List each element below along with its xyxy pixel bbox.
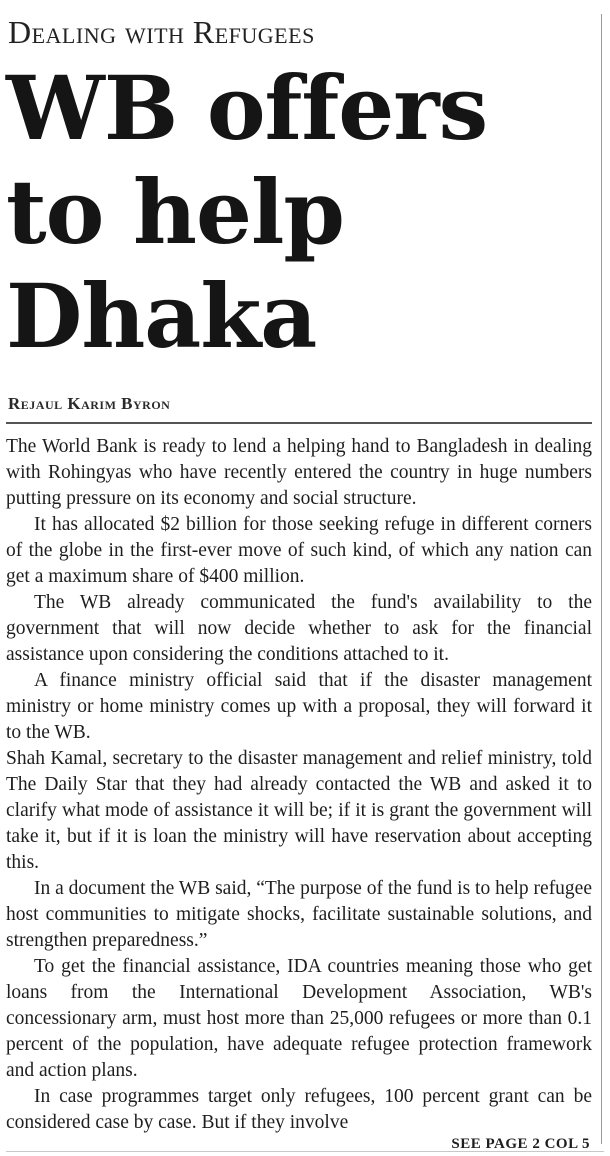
article-kicker: Dealing with Refugees: [8, 14, 315, 50]
column-divider: [601, 14, 602, 1144]
article-headline: WB offers to help Dhaka: [6, 56, 488, 368]
article-paragraph: A finance ministry official said that if the disaster management ministry or home ministry comes up with a proposal, they will forward it to the WB.: [6, 670, 592, 743]
article-paragraph: In case programmes target only refugees, 100 percent grant can be considered case by case. But if they involve: [6, 1086, 592, 1133]
article-paragraph: In a document the WB said, “The purpose of the fund is to help refugee host communities to mitigate shocks, facilitate sustainable solutions, and strengthen preparedness.”: [6, 878, 592, 951]
article-byline: Rejaul Karim Byron: [8, 394, 171, 413]
article-paragraph: The WB already communicated the fund's availability to the government that will now decide whether to ask for the financial assistance upon considering the conditions attached to it.: [6, 592, 592, 665]
article-paragraph: To get the financial assistance, IDA countries meaning those who get loans from the International Development Association, WB's concessionary arm, must host more than 25,000 refugees or more than 0.1 percent of the population, have adequate refugee protection framework and action plans.: [6, 956, 592, 1081]
continued-on-page-link[interactable]: SEE PAGE 2 COL 5: [451, 1136, 590, 1152]
news-article: [6, 12, 592, 1153]
byline-divider: [6, 422, 592, 424]
article-paragraph: Shah Kamal, secretary to the disaster management and relief ministry, told The Daily Star that they had already contacted the WB and asked it to clarify what mode of assistance it will be; if it is grant the government will take it, but if it is loan the ministry will have reservation about accepting this.: [6, 748, 592, 873]
article-paragraph: The World Bank is ready to lend a helping hand to Bangladesh in dealing with Rohingyas who have recently entered the country in huge numbers putting pressure on its economy and social structure.: [6, 436, 592, 509]
article-body: [6, 434, 592, 1136]
article-paragraph: It has allocated $2 billion for those seeking refuge in different corners of the globe in the first-ever move of such kind, of which any nation can get a maximum share of $400 million.: [6, 514, 592, 587]
